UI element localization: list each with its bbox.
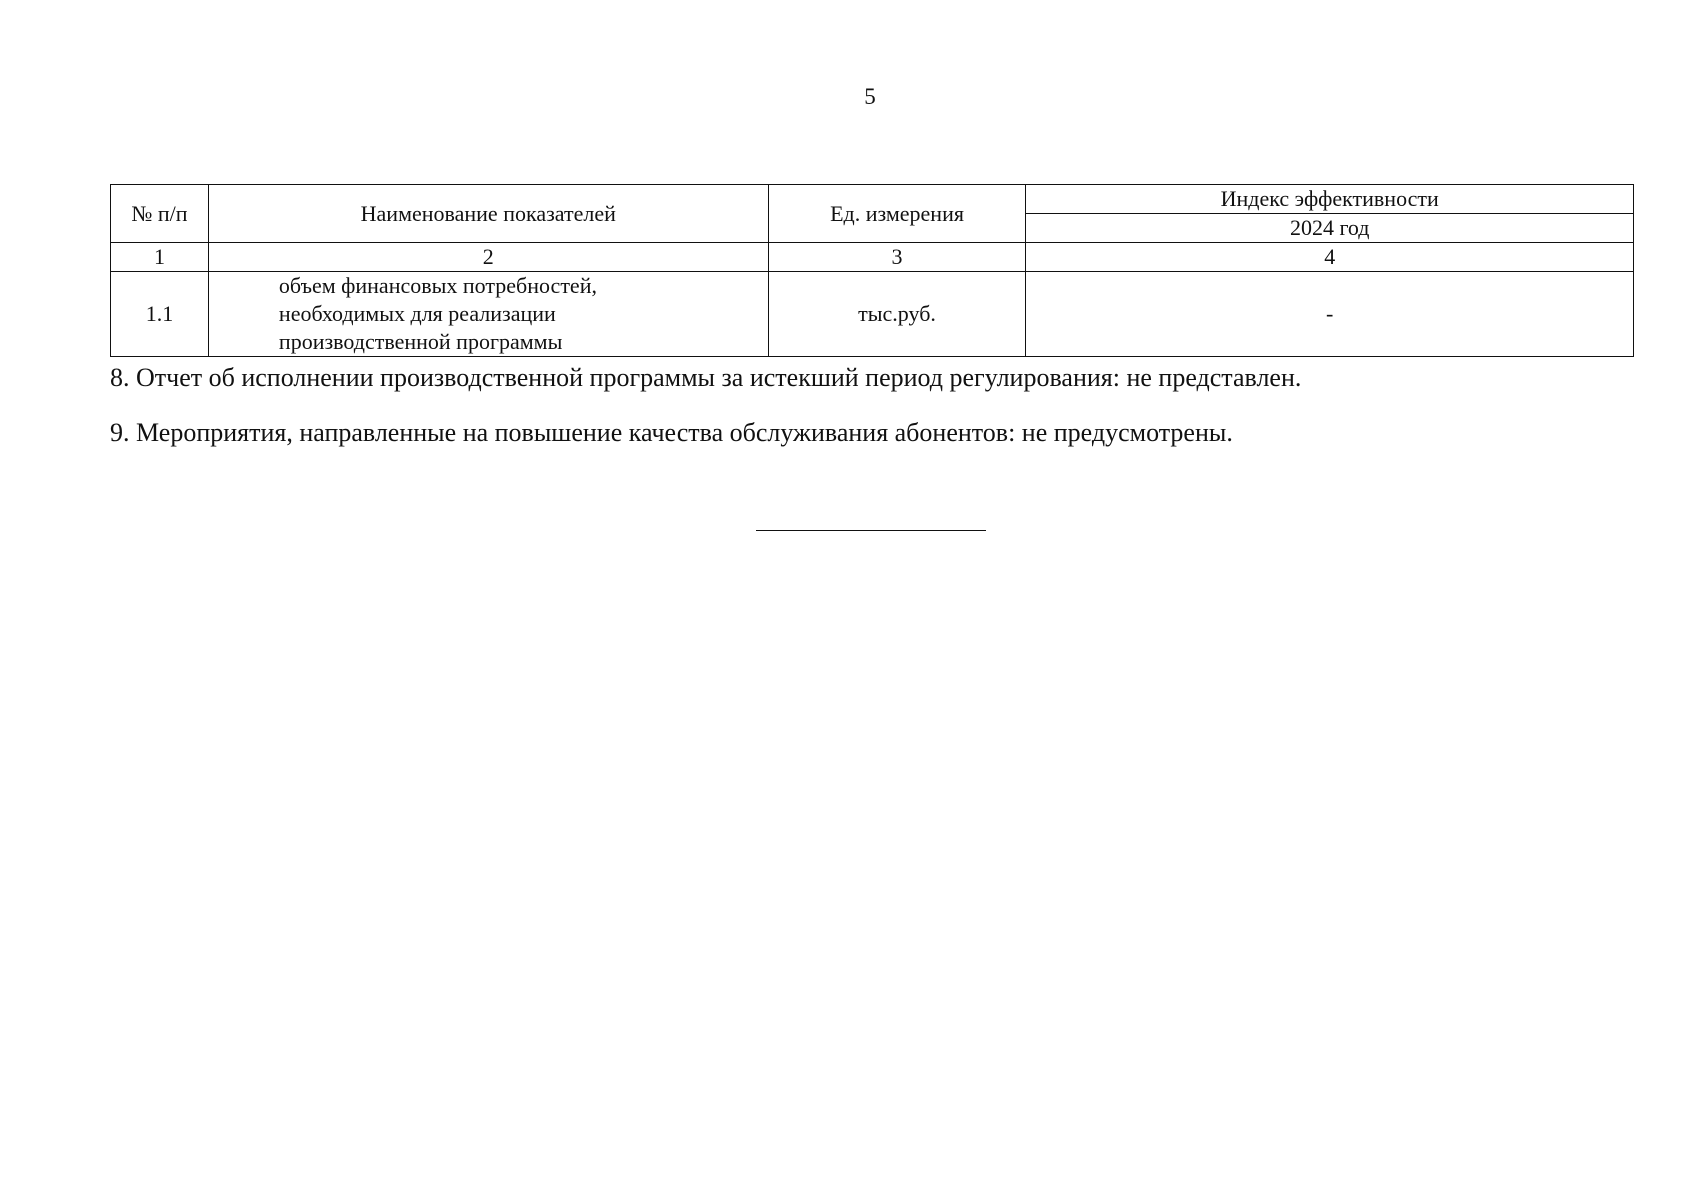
row-unit: тыс.руб. [768, 272, 1026, 357]
paragraph-item-8: 8. Отчет об исполнении производственной программы за истекший период регулирования: не представлен. [110, 363, 1302, 392]
column-number: 4 [1026, 243, 1634, 272]
header-unit: Ед. измерения [768, 185, 1026, 243]
row-name-line: необходимых для реализации [278, 301, 556, 326]
column-number: 1 [111, 243, 209, 272]
column-number: 2 [208, 243, 768, 272]
row-name-line: производственной программы [278, 329, 563, 354]
paragraph-item-9: 9. Мероприятия, направленные на повышение качества обслуживания абонентов: не предусмотрены. [110, 418, 1233, 447]
table-row [111, 272, 1634, 357]
table-header-row [111, 185, 1634, 214]
end-divider [756, 530, 986, 531]
column-numbers-row [111, 243, 1634, 272]
row-value: - [1026, 272, 1634, 357]
page-number: 5 [864, 84, 876, 109]
indicators-table [110, 184, 1634, 357]
column-number: 3 [768, 243, 1026, 272]
row-num: 1.1 [111, 272, 209, 357]
row-name-line: объем финансовых потребностей, [278, 273, 597, 298]
header-name: Наименование показателей [208, 185, 768, 243]
header-num: № п/п [111, 185, 209, 243]
header-year: 2024 год [1026, 214, 1634, 243]
row-name [208, 272, 768, 357]
header-index-group: Индекс эффективности [1026, 185, 1634, 214]
